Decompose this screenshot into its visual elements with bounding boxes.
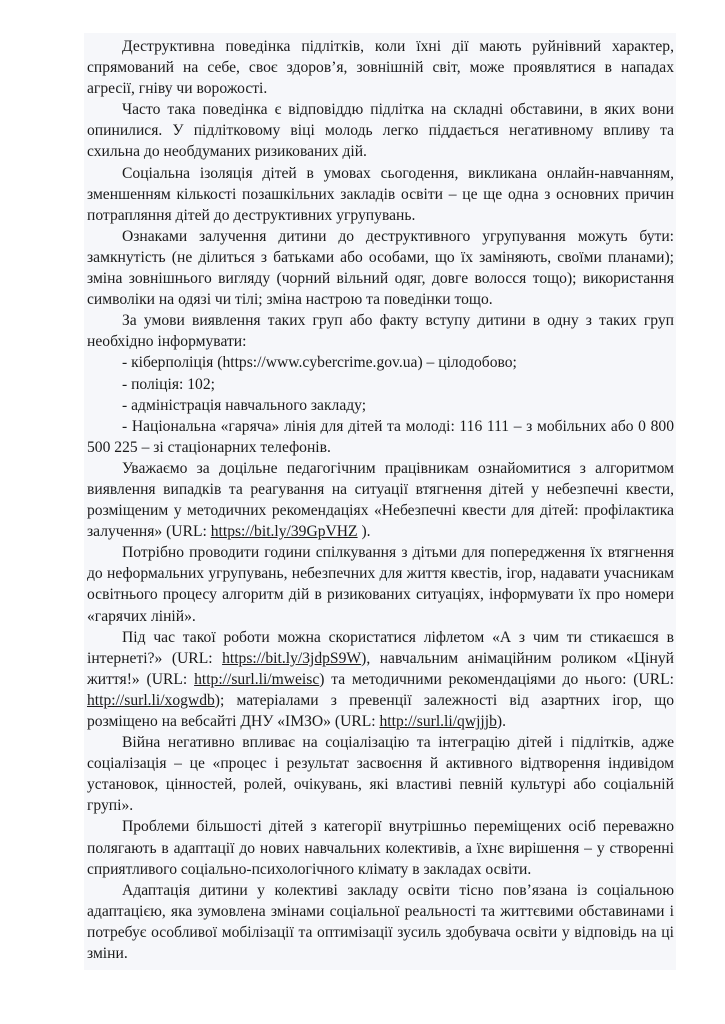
link-dangerous-quests[interactable]: https://bit.ly/39GpVHZ: [210, 523, 358, 541]
paragraph-text: Під час такої роботи можна скористатися ліфлетом «А з чим ти стикаєшся в інтернеті?» (URL:: [87, 628, 674, 667]
paragraph-signs-of-involvement: Ознаками залучення дитини до деструктивного угрупування можуть бути: замкнутість (не ділиться з батьками або особами, що їх заміняють, своїми планами); зміна зовнішнього вигляду (чорний вільний одяг, довге волосся тощо); використання символіки на одязі чи тілі; зміна настрою та поведінки тощо.: [87, 227, 674, 309]
paragraph-adaptation: Адаптація дитини у колективі закладу освіти тісно пов’язана із соціальною адаптацією, яка зумовлена змінами соціальної реальності та життєвими обставинами і потребує особливої мобілізації та оптимізації зусиль здобувача освіти у відповідь на ці зміни.: [87, 881, 674, 963]
paragraph-social-isolation: Соціальна ізоляція дітей в умовах сьогодення, викликана онлайн-навчанням, зменшенням кількості позашкільних закладів освіти – це ще одна з основних причин потрапляння дітей до деструктивних угрупувань.: [87, 164, 674, 224]
paragraph-text: ).: [357, 523, 371, 541]
paragraph-communication-hours: Потрібно проводити години спілкування з дітьми для попередження їх втягнення до неформальних угрупувань, небезпечних для життя квестів, ігор, надавати учасникам освітнього процесу алгоритм дій в ризикованих ситуаціях, інформувати їх про номери «гарячих ліній».: [87, 544, 674, 625]
paragraph-text: ).: [496, 713, 506, 730]
list-item-cyberpolice: - кіберполіція (https://www.cybercrime.gov.ua) – цілодобово;: [122, 354, 517, 372]
paragraph-response-to-circumstances: Часто така поведінка є відповіддю підлітка на складні обставини, в яких вони опинилися. У підлітковому віці молодь легко піддається негативному впливу та схильна до необдуманих ризикованих дій.: [87, 101, 674, 161]
paragraph-algorithm-recommendation: [84, 458, 676, 542]
paragraph-text: ), навчальним анімаційним роликом «Цінуй життя!» (URL:: [87, 649, 674, 688]
paragraph-idp-problems: Проблеми більшості дітей з категорії внутрішньо переміщених осіб переважно полягають в адаптації до нових навчальних колективів, а їхнє вирішення – у створенні сприятливого соціально-психологічного клімату в закладах освіти.: [87, 818, 674, 878]
link-gambling-prevention[interactable]: http://surl.li/qwjjjb: [379, 713, 497, 730]
link-animation-video[interactable]: http://surl.li/mweisc: [194, 670, 320, 688]
paragraph-war-socialization: Війна негативно впливає на соціалізацію та інтеграцію дітей і підлітків, адже соціалізація – це «процес і результат засвоєння й активного відтворення індивідом установок, цінностей, ролей, очікувань, які властиві певній культурі або соціальній групі».: [87, 734, 674, 815]
paragraph-must-inform: За умови виявлення таких груп або факту вступу дитини в одну з таких груп необхідно інформувати:: [87, 312, 674, 351]
document-page: [84, 33, 676, 970]
paragraph-destructive-behavior: Деструктивна поведінка підлітків, коли їхні дії мають руйнівний характер, спрямований на себе, своє здоров’я, зовнішній світ, може проявлятися в нападах агресії, гніву чи ворожості.: [87, 38, 674, 98]
link-methodical-recommendations[interactable]: http://surl.li/xogwdb: [87, 691, 215, 709]
paragraph-text: ) та методичними рекомендаціями до нього: (URL:: [319, 670, 675, 688]
link-leaflet[interactable]: https://bit.ly/3jdpS9W: [222, 649, 362, 667]
list-item-hotline: - Національна «гаряча» лінія для дітей та молоді: 116 111 – з мобільних або 0 800 500 225 – зі стаціонарних телефонів.: [87, 417, 674, 456]
list-item-school-administration: - адміністрація навчального закладу;: [122, 396, 367, 414]
paragraph-text: ); матеріалами з превенції залежності від азартних ігор, що розміщено на вебсайті ДНУ «ІМЗО» (URL:: [87, 691, 674, 730]
list-item-police: - поліція: 102;: [122, 375, 215, 393]
paragraph-text: Уважаємо за доцільне педагогічним працівникам ознайомитися з алгоритмом виявлення випадків та реагування на ситуації втягнення дітей у небезпечні квести, розміщеним у методичних рекомендаціях «Небезпечні квести для дітей: профілактика залучення» (URL:: [87, 459, 674, 541]
paragraph-resources: [84, 627, 676, 732]
